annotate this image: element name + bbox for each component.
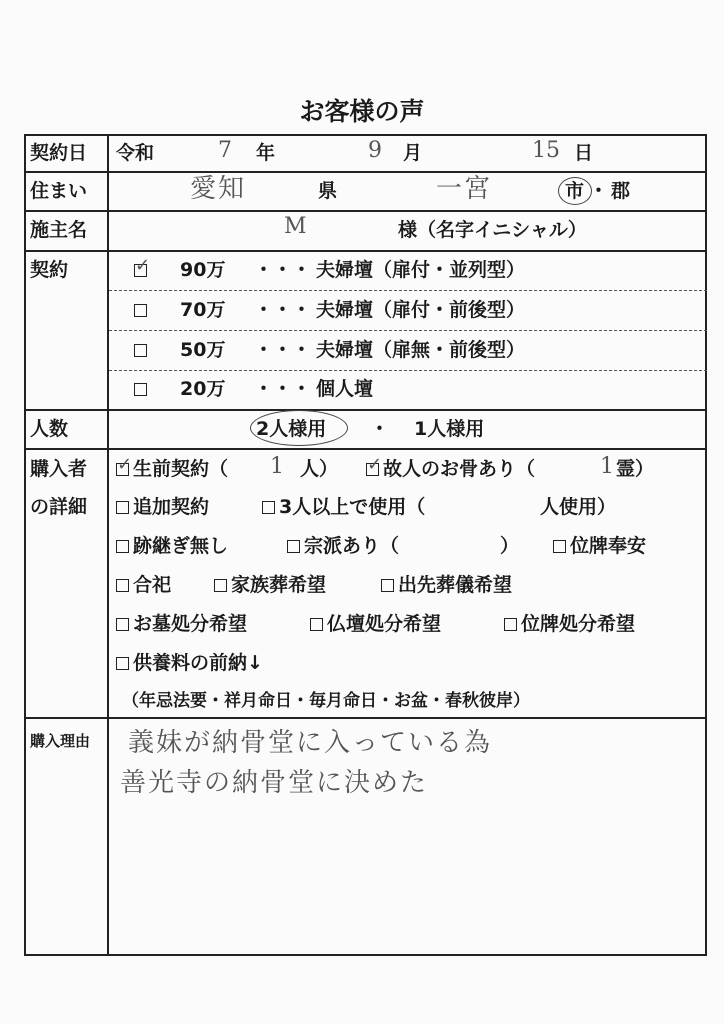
details-label-2: の詳細 bbox=[30, 496, 88, 518]
memorial-note: （年忌法要・祥月命日・毎月命日・お盆・春秋彼岸） bbox=[122, 691, 530, 711]
option-price: 20万 bbox=[180, 378, 226, 400]
three-plus-option[interactable] bbox=[262, 494, 425, 520]
remains-end: 霊） bbox=[616, 458, 655, 480]
county-unit[interactable]: 郡 bbox=[611, 180, 631, 202]
option-dots: ・・・ bbox=[254, 299, 312, 321]
offsite-funeral-option[interactable] bbox=[381, 572, 512, 598]
pre-contract-end: 人） bbox=[300, 458, 339, 480]
remains-text: 故人のお骨あり（ bbox=[383, 458, 536, 480]
check-mark-icon: ✓ bbox=[135, 255, 151, 276]
pre-contract-text: 生前契約（ bbox=[133, 458, 229, 480]
remains-count[interactable]: 1 bbox=[600, 454, 614, 479]
option-text: 位牌処分希望 bbox=[521, 613, 636, 635]
reason-line-2[interactable]: 善光寺の納骨堂に決めた bbox=[120, 768, 429, 798]
option-price: 70万 bbox=[180, 299, 226, 321]
option-dots: ・・・ bbox=[254, 259, 312, 281]
option-divider bbox=[109, 290, 707, 291]
city-value[interactable]: 一宮 bbox=[436, 174, 493, 204]
month-unit: 月 bbox=[403, 142, 423, 164]
option-divider bbox=[109, 370, 707, 371]
prefecture-unit: 県 bbox=[318, 180, 338, 202]
row-divider bbox=[24, 250, 707, 252]
day-unit: 日 bbox=[574, 142, 594, 164]
pre-contract-option[interactable] bbox=[116, 456, 228, 482]
checkbox[interactable] bbox=[134, 344, 147, 357]
month-value[interactable]: 9 bbox=[368, 138, 382, 163]
row-divider bbox=[24, 448, 707, 450]
option-text: 宗派あり（ bbox=[304, 535, 400, 557]
era-label: 令和 bbox=[116, 142, 155, 164]
row-divider bbox=[24, 210, 707, 212]
contract-date-label: 契約日 bbox=[30, 142, 88, 164]
row-divider bbox=[24, 717, 707, 719]
owner-suffix: 様（名字イニシャル） bbox=[398, 219, 587, 241]
day-value[interactable]: 15 bbox=[532, 138, 560, 163]
ihai-disposal-option[interactable] bbox=[504, 611, 635, 637]
checkbox[interactable] bbox=[116, 579, 129, 592]
option-desc: 夫婦壇（扉付・並列型） bbox=[316, 259, 526, 281]
altar-disposal-option[interactable] bbox=[310, 611, 441, 637]
details-label-1: 購入者 bbox=[30, 458, 88, 480]
address-label: 住まい bbox=[30, 180, 88, 202]
label-column-divider bbox=[107, 134, 109, 956]
family-funeral-option[interactable] bbox=[214, 572, 326, 598]
option-text: お墓処分希望 bbox=[133, 613, 248, 635]
no-heir-option[interactable] bbox=[116, 533, 228, 559]
option-dots: ・・・ bbox=[254, 378, 312, 400]
sect-end: ） bbox=[500, 535, 520, 557]
checkbox[interactable] bbox=[381, 579, 394, 592]
page-title: お客様の声 bbox=[299, 97, 425, 126]
reason-label: 購入理由 bbox=[30, 732, 91, 750]
city-unit[interactable]: 市 bbox=[565, 180, 585, 202]
check-mark-icon: ✓ bbox=[117, 454, 133, 475]
checkbox[interactable] bbox=[287, 540, 300, 553]
address-separator: ・ bbox=[589, 180, 609, 202]
sect-option[interactable] bbox=[287, 533, 399, 559]
year-value[interactable]: 7 bbox=[218, 138, 232, 163]
option-price: 90万 bbox=[180, 259, 226, 281]
option-desc: 夫婦壇（扉無・前後型） bbox=[316, 339, 526, 361]
grave-disposal-option[interactable] bbox=[116, 611, 247, 637]
year-unit: 年 bbox=[256, 142, 276, 164]
people-label: 人数 bbox=[30, 418, 69, 440]
checkbox[interactable] bbox=[134, 304, 147, 317]
option-text: 跡継ぎ無し bbox=[133, 535, 229, 557]
owner-label: 施主名 bbox=[30, 219, 88, 241]
option-desc: 個人壇 bbox=[316, 378, 374, 400]
joint-burial-option[interactable] bbox=[116, 572, 171, 598]
option-divider bbox=[109, 330, 707, 331]
checkbox[interactable] bbox=[134, 383, 147, 396]
option-text: 3人以上で使用（ bbox=[279, 496, 426, 518]
checkbox[interactable] bbox=[553, 540, 566, 553]
checkbox[interactable] bbox=[310, 618, 323, 631]
option-desc: 夫婦壇（扉付・前後型） bbox=[316, 299, 526, 321]
option-text: 供養料の前納↓ bbox=[133, 652, 263, 674]
checkbox[interactable] bbox=[116, 540, 129, 553]
people-option-2[interactable]: 2人様用 bbox=[256, 418, 327, 440]
reason-line-1[interactable]: 義妹が納骨堂に入っている為 bbox=[128, 728, 493, 758]
option-text: 合祀 bbox=[133, 574, 172, 596]
check-mark-icon: ✓ bbox=[367, 454, 383, 475]
additional-contract-option[interactable] bbox=[116, 494, 209, 520]
option-text: 出先葬儀希望 bbox=[398, 574, 513, 596]
checkbox[interactable] bbox=[116, 501, 129, 514]
checkbox[interactable] bbox=[116, 657, 129, 670]
option-text: 家族葬希望 bbox=[231, 574, 327, 596]
checkbox[interactable] bbox=[214, 579, 227, 592]
row-divider bbox=[24, 171, 707, 173]
owner-initial[interactable]: M bbox=[284, 214, 307, 239]
people-separator: ・ bbox=[370, 418, 390, 440]
checkbox[interactable] bbox=[116, 618, 129, 631]
three-plus-end: 人使用） bbox=[540, 496, 617, 518]
option-price: 50万 bbox=[180, 339, 226, 361]
remains-option[interactable] bbox=[366, 456, 535, 482]
prepaid-memorial-option[interactable] bbox=[116, 650, 263, 676]
checkbox[interactable] bbox=[504, 618, 517, 631]
people-option-1[interactable]: 1人様用 bbox=[414, 418, 485, 440]
prefecture-value[interactable]: 愛知 bbox=[190, 174, 247, 204]
row-divider bbox=[24, 409, 707, 411]
option-text: 追加契約 bbox=[133, 496, 210, 518]
checkbox[interactable] bbox=[262, 501, 275, 514]
option-text: 位牌奉安 bbox=[570, 535, 647, 557]
contract-label: 契約 bbox=[30, 259, 69, 281]
ihai-enshrine-option[interactable] bbox=[553, 533, 646, 559]
option-dots: ・・・ bbox=[254, 339, 312, 361]
option-text: 仏壇処分希望 bbox=[327, 613, 442, 635]
pre-contract-count[interactable]: 1 bbox=[270, 454, 284, 479]
